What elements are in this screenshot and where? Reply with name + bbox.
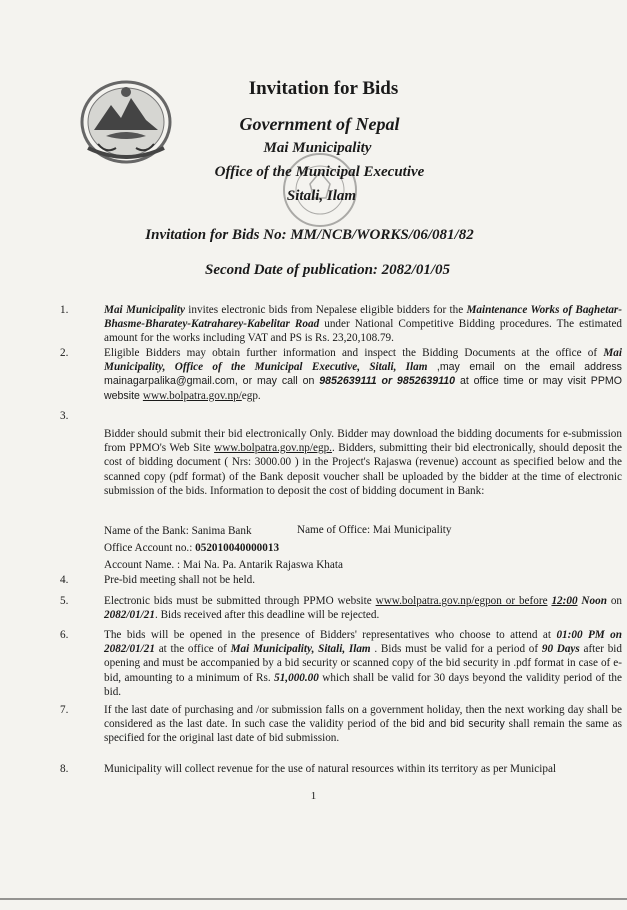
location-heading: Sitali, Ilam: [286, 188, 357, 204]
office-name: Name of Office: Mai Municipality: [297, 524, 452, 536]
clause-text: Bidder should submit their bid electronically Only. Bidder may download the bidding documents for e-submission from PPMO's Web Site www.bolpatra.gov.np/egp.. Bidders, submitting their bid electronically, should deposit the cost of bidding document ( Nrs: 3000.00 ) in the Project's Rajaswa (revenue) account as specified below and the scanned copy (pdf format) of the Bank deposit voucher shall be uploaded by the bidder at the time of electronic submission of the bids. Information to deposit the cost of bidding document in Bank:: [104, 428, 622, 497]
clause-text: Mai Municipality invites electronic bids from Nepalese eligible bidders for the Maintenance Works of Baghetar-Bhasme-Bharatey-Katraharey-Kabelitar Road under National Competitive Bidding procedures. The estimated amount for the works including VAT and PS is Rs. 23,20,108.79.: [104, 304, 622, 345]
clause-number: 3.: [60, 410, 69, 422]
clause-number: 1.: [60, 304, 69, 316]
clause-number: 8.: [60, 763, 69, 775]
office-heading: Office of the Municipal Executive: [214, 164, 425, 180]
clause-text: Electronic bids must be submitted through PPMO website www.bolpatra.gov.np/egpon or before 12:00 Noon on 2082/01/21. Bids received after this deadline will be rejected.: [104, 595, 623, 622]
publication-date: Second Date of publication: 2082/01/05: [205, 262, 450, 278]
clause-text: The bids will be opened in the presence of Bidders' representatives who choose to attend at 01:00 PM on 2082/01/21 at the office of Mai Municipality, Sitali, Ilam . Bids must be valid for a period of 90 Days after bid opening and must be accompanied by a bid security or scanned copy of the bid security in .pdf format in case of e-bid, amounting to a minimum of Rs. 51,000.00 which shall be valid for 30 days beyond the validity period of the bid.: [104, 629, 623, 698]
clause-number: 2.: [60, 347, 69, 359]
scan-edge-divider: [0, 898, 627, 900]
ppmo-link[interactable]: www.bolpatra.gov.np/: [142, 389, 242, 402]
clause-number: 6.: [60, 629, 69, 641]
egp-submit-link[interactable]: www.bolpatra.gov.np/egpon or before: [375, 595, 548, 607]
clause-text: Pre-bid meeting shall not be held.: [104, 574, 255, 586]
clause-text: Municipality will collect revenue for the use of natural resources within its territory as per Municipal: [104, 763, 557, 775]
government-heading: Government of Nepal: [239, 114, 400, 134]
bank-name: Name of the Bank: Sanima Bank: [104, 525, 252, 537]
clause-text: Eligible Bidders may obtain further information and inspect the Bidding Documents at the office of Mai Municipality, Office of the Municipal Executive, Sitali, Ilam ,may email on the email address mainagarpalika@gmail.com, or may call on 9852639111 or 9852639110 at office time or may visit PPMO website www.bolpatra.gov.np/egp.: [104, 347, 622, 402]
page-number: 1: [310, 790, 317, 802]
document-title: Invitation for Bids: [248, 78, 399, 99]
clause-text: If the last date of purchasing and /or submission falls on a government holiday, then the next working day shall be considered as the last date. In such case the validity period of the bid and bid security shall remain the same as specified for the original last date of bid submission.: [104, 704, 623, 745]
clause-number: 4.: [60, 574, 69, 586]
egp-link[interactable]: www.bolpatra.gov.np/egp.: [214, 442, 332, 455]
clause-number: 5.: [60, 595, 69, 607]
account-number-line: Office Account no.: 052010040000013: [104, 542, 280, 554]
ifb-number: Invitation for Bids No: MM/NCB/WORKS/06/081/82: [145, 227, 474, 243]
account-name: Account Name. : Mai Na. Pa. Antarik Rajaswa Khata: [104, 559, 343, 571]
municipality-heading: Mai Municipality: [263, 140, 372, 156]
clause-number: 7.: [60, 704, 69, 716]
